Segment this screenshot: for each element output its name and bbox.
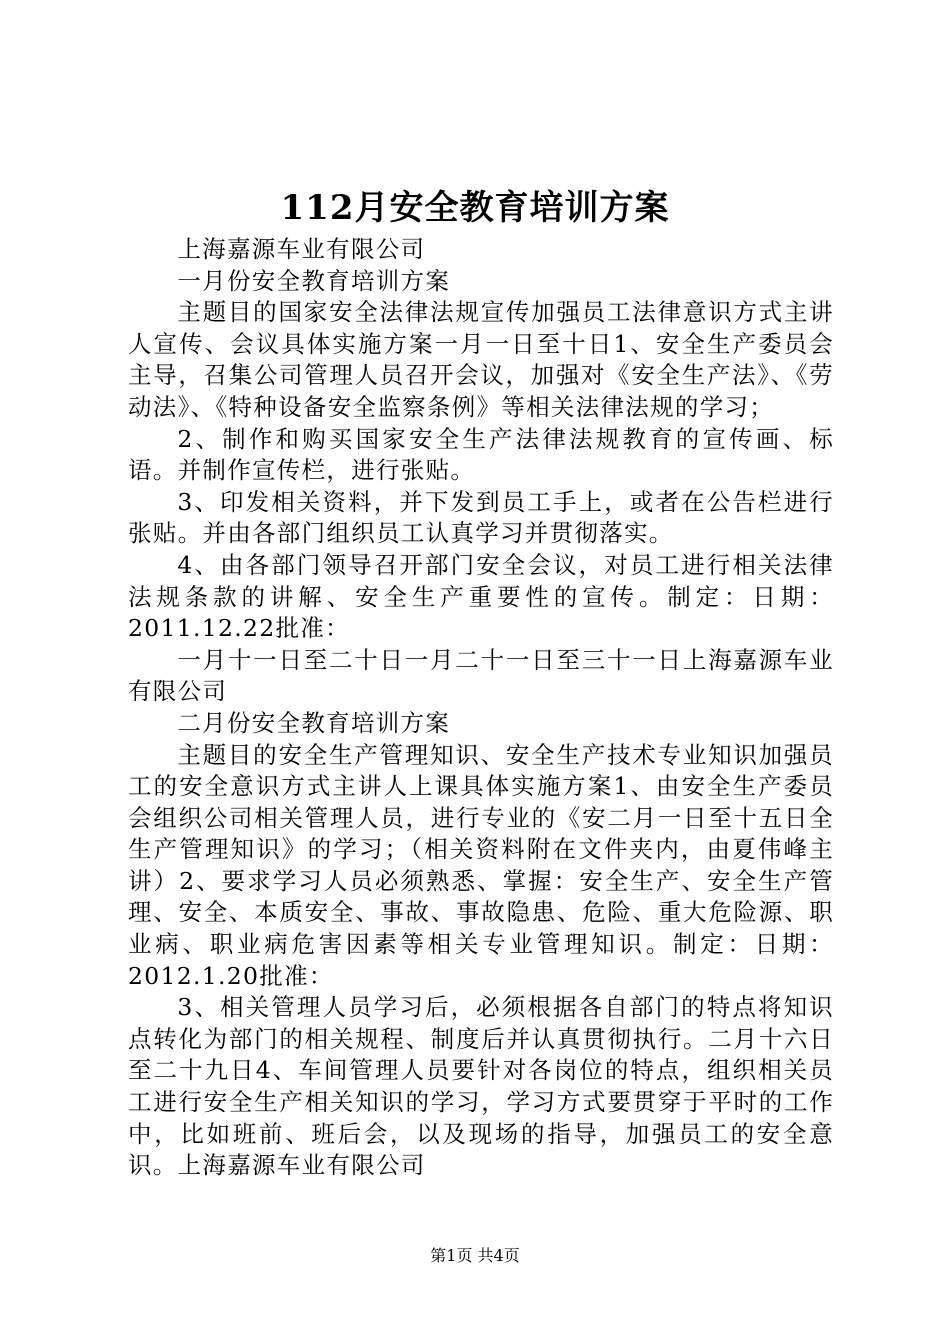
document-title: 112月安全教育培训方案 (280, 188, 670, 228)
paragraph-item-3: 3、印发相关资料，并下发到员工手上，或者在公告栏进行张贴。并由各部门组织员工认真学习并贯彻落实。 (128, 487, 834, 548)
paragraph-january-dates: 一月十一日至二十日一月二十一日至三十一日上海嘉源车业有限公司 (128, 645, 834, 706)
paragraph-february-heading: 二月份安全教育培训方案 (177, 708, 451, 737)
paragraph-item-4: 4、由各部门领导召开部门安全会议，对员工进行相关法律法规条款的讲解、安全生产重要性的宣传。制定：日期：2011.12.22批准： (128, 550, 834, 643)
paragraph-february-item-3: 3、相关管理人员学习后，必须根据各自部门的特点将知识点转化为部门的相关规程、制度后并认真贯彻执行。二月十六日至二十九日4、车间管理人员要针对各岗位的特点，组织相关员工进行安全生产相关知识的学习，学习方式要贯穿于平时的工作中，比如班前、班后会，以及现场的指导，加强员工的安全意识。上海嘉源车业有限公司 (128, 993, 834, 1180)
document-body (128, 234, 834, 1182)
paragraph-january-heading: 一月份安全教育培训方案 (177, 266, 451, 295)
page-footer: 第1页 共4页 (430, 1246, 520, 1265)
paragraph-january-plan: 主题目的国家安全法律法规宣传加强员工法律意识方式主讲人宣传、会议具体实施方案一月一日至十日1、安全生产委员会主导，召集公司管理人员召开会议，加强对《安全生产法》、《劳动法》、《特种设备安全监察条例》等相关法律法规的学习； (128, 298, 834, 421)
paragraph-february-plan: 主题目的安全生产管理知识、安全生产技术专业知识加强员工的安全意识方式主讲人上课具体实施方案1、由安全生产委员会组织公司相关管理人员，进行专业的《安二月一日至十五日全生产管理知识》的学习；（相关资料附在文件夹内，由夏伟峰主讲）2、要求学习人员必须熟悉、掌握：安全生产、安全生产管理、安全、本质安全、事故、事故隐患、危险、重大危险源、职业病、职业病危害因素等相关专业管理知识。制定：日期：2012.1.20批准： (128, 740, 834, 990)
paragraph-item-2: 2、制作和购买国家安全生产法律法规教育的宣传画、标语。并制作宣传栏，进行张贴。 (128, 424, 834, 485)
paragraph-company: 上海嘉源车业有限公司 (177, 235, 426, 263)
